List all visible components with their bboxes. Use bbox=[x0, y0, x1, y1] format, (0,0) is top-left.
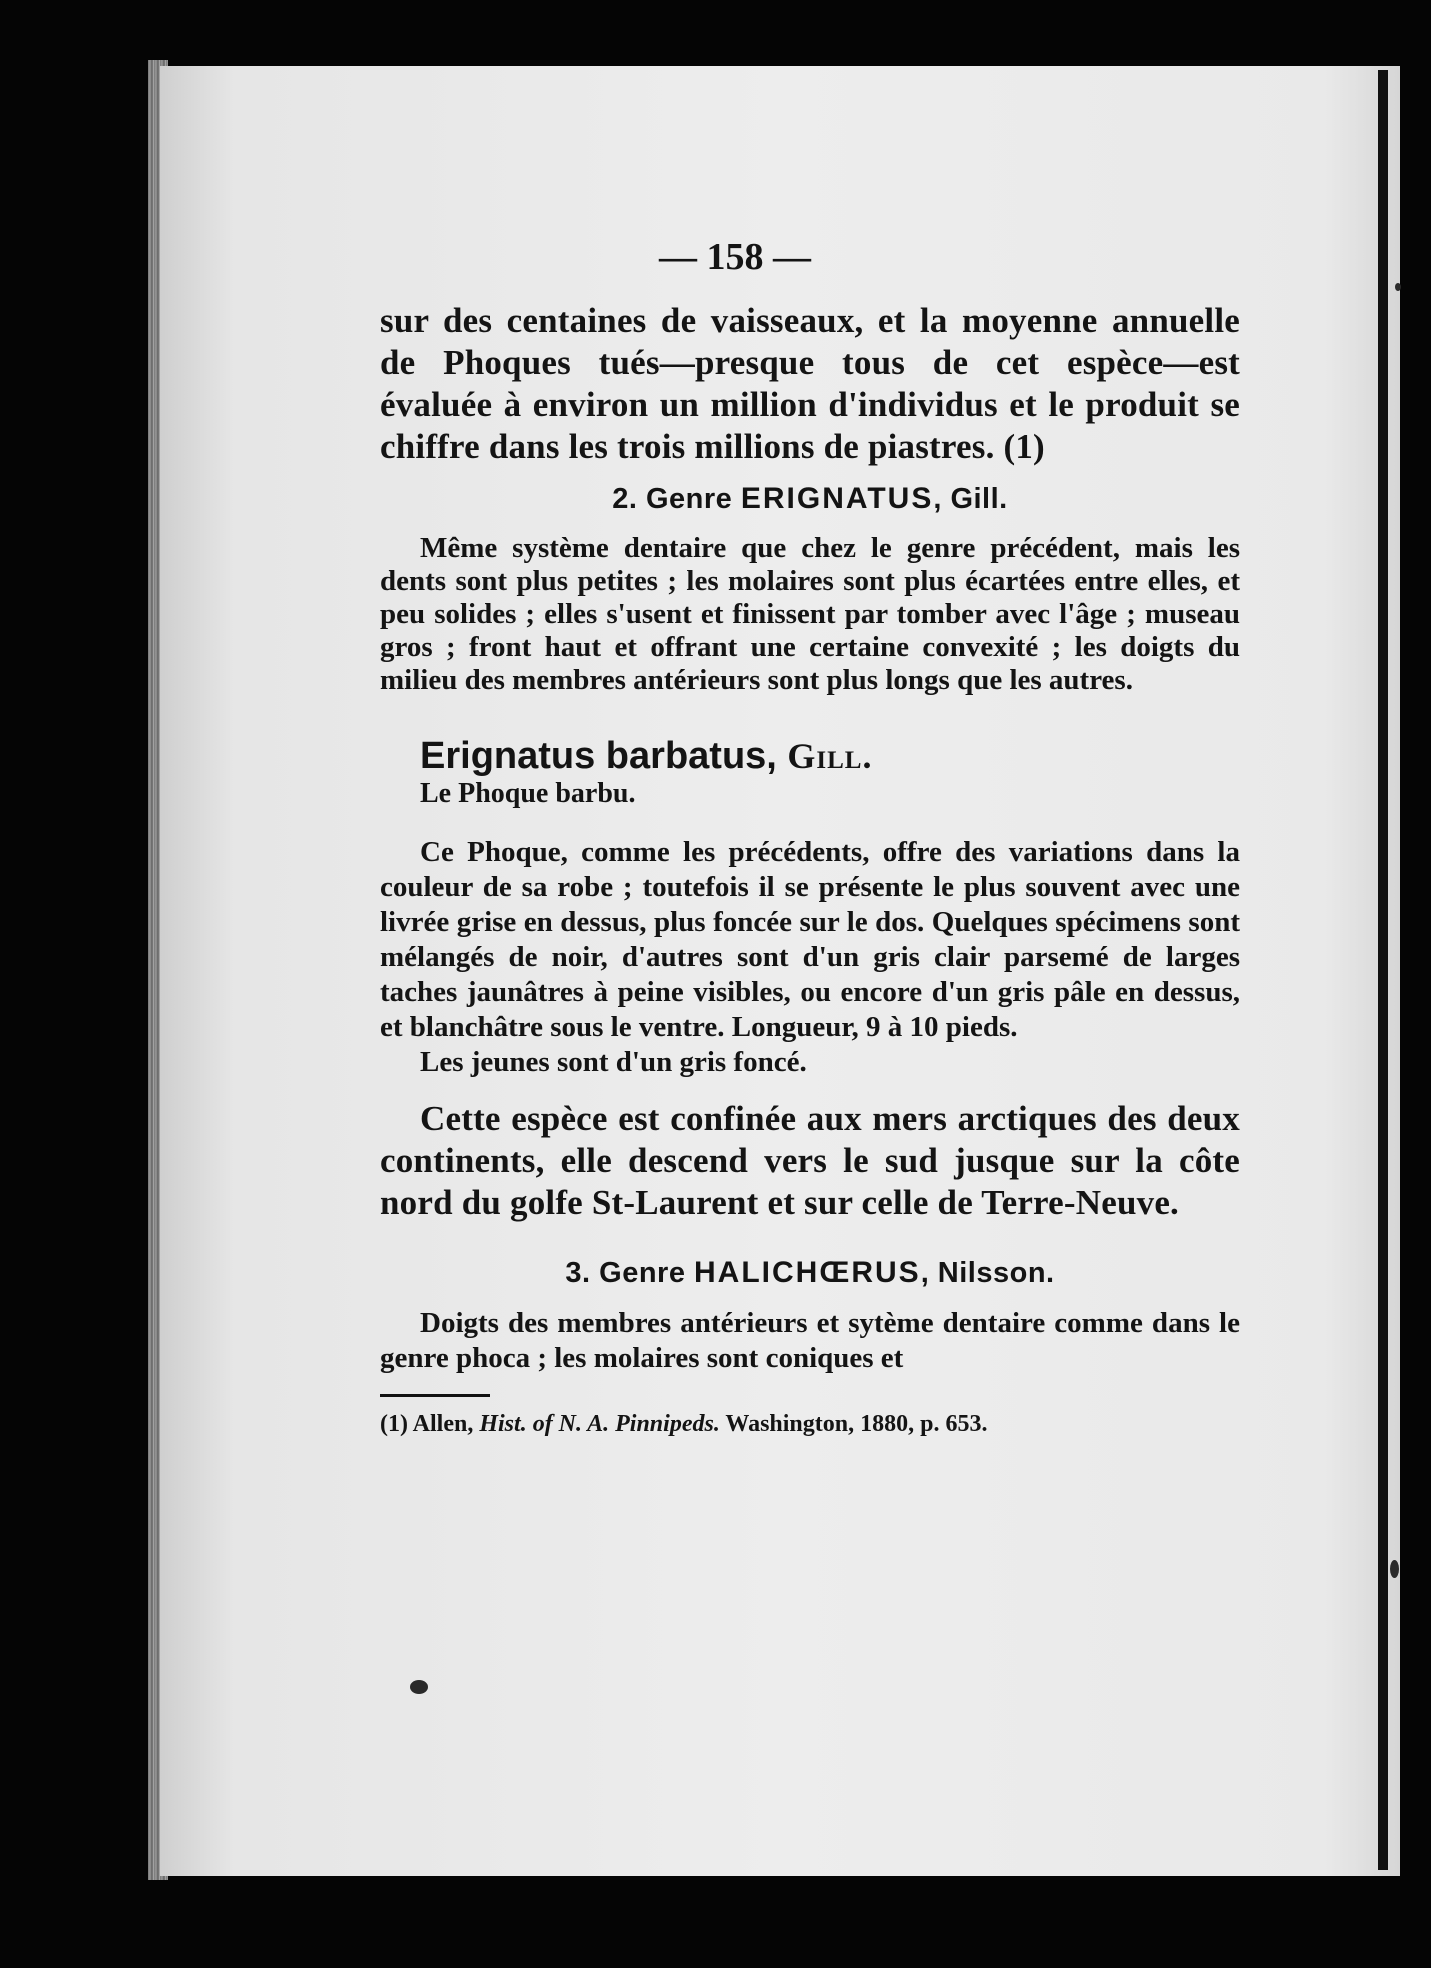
genus-halichoerus-description: Doigts des membres antérieurs et sytème dentaire comme dans le genre phoca ; les molaires sont coniques et bbox=[380, 1307, 1240, 1374]
genus-heading-prefix: 3. Genre bbox=[565, 1257, 686, 1289]
species-authority: Gill. bbox=[787, 736, 873, 776]
genus-erignatus-heading bbox=[380, 480, 1240, 518]
genus-heading-author: , Nilsson. bbox=[920, 1257, 1055, 1289]
footnote bbox=[380, 1409, 1240, 1439]
scan-speck bbox=[1390, 1560, 1399, 1578]
scan-speck bbox=[1395, 283, 1401, 291]
genus-halichoerus-heading bbox=[380, 1254, 1240, 1292]
genus-heading-prefix: 2. Genre bbox=[612, 483, 733, 515]
footnote-marker: (1) bbox=[380, 1411, 408, 1437]
footnote-publication: Washington, 1880, p. 653. bbox=[725, 1411, 988, 1437]
common-name: Le Phoque barbu. bbox=[420, 778, 636, 809]
page-number: — 158 — bbox=[659, 236, 811, 278]
distribution-paragraph: Cette espèce est confinée aux mers arctiques des deux continents, elle descend vers le sud jusque sur la côte nord du golfe St-Laurent et sur celle de Terre-Neuve. bbox=[380, 1099, 1240, 1222]
page-content bbox=[380, 232, 1240, 1439]
genus-heading-name: HALICHŒRUS bbox=[694, 1256, 921, 1289]
footnote-rule bbox=[380, 1394, 490, 1397]
right-page-shadow bbox=[1378, 70, 1388, 1870]
species-title bbox=[420, 735, 1240, 777]
ink-blot bbox=[410, 1680, 428, 1694]
species-name: Erignatus barbatus, bbox=[420, 735, 777, 777]
footnote-title: Hist. of N. A. Pinnipeds. bbox=[479, 1411, 720, 1437]
genus-erignatus-description: Même système dentaire que chez le genre précédent, mais les dents sont plus petites ; les molaires sont plus écartées entre elles, et peu solides ; elles s'usent et finissent par tomber avec l'âge ; museau gros ; front haut et offrant une certaine convexité ; les doigts du milieu des membres antérieurs sont plus longs que les autres. bbox=[380, 532, 1240, 696]
footnote-author: Allen, bbox=[412, 1411, 474, 1437]
species-description: Ce Phoque, comme les précédents, offre des variations dans la couleur de sa robe ; toutefois il se présente le plus souvent avec une livrée grise en dessus, plus foncée sur le dos. Quelques spécimens sont mélangés de noir, d'autres sont d'un gris clair parsemé de larges taches jaunâtres à peine visibles, ou encore d'un gris pâle en dessus, et blanchâtre sous le ventre. Longueur, 9 à 10 pieds. bbox=[380, 836, 1240, 1043]
paragraph-spacer bbox=[380, 1080, 1240, 1098]
genus-heading-name: ERIGNATUS bbox=[740, 482, 934, 515]
genus-heading-author: , Gill. bbox=[933, 483, 1008, 515]
juvenile-description: Les jeunes sont d'un gris foncé. bbox=[420, 1046, 807, 1078]
intro-paragraph: sur des centaines de vaisseaux, et la moyenne annuelle de Phoques tués—presque tous de cet espèce—est évaluée à environ un million d'individus et le produit se chiffre dans les trois millions de piastres. (1) bbox=[380, 301, 1240, 466]
